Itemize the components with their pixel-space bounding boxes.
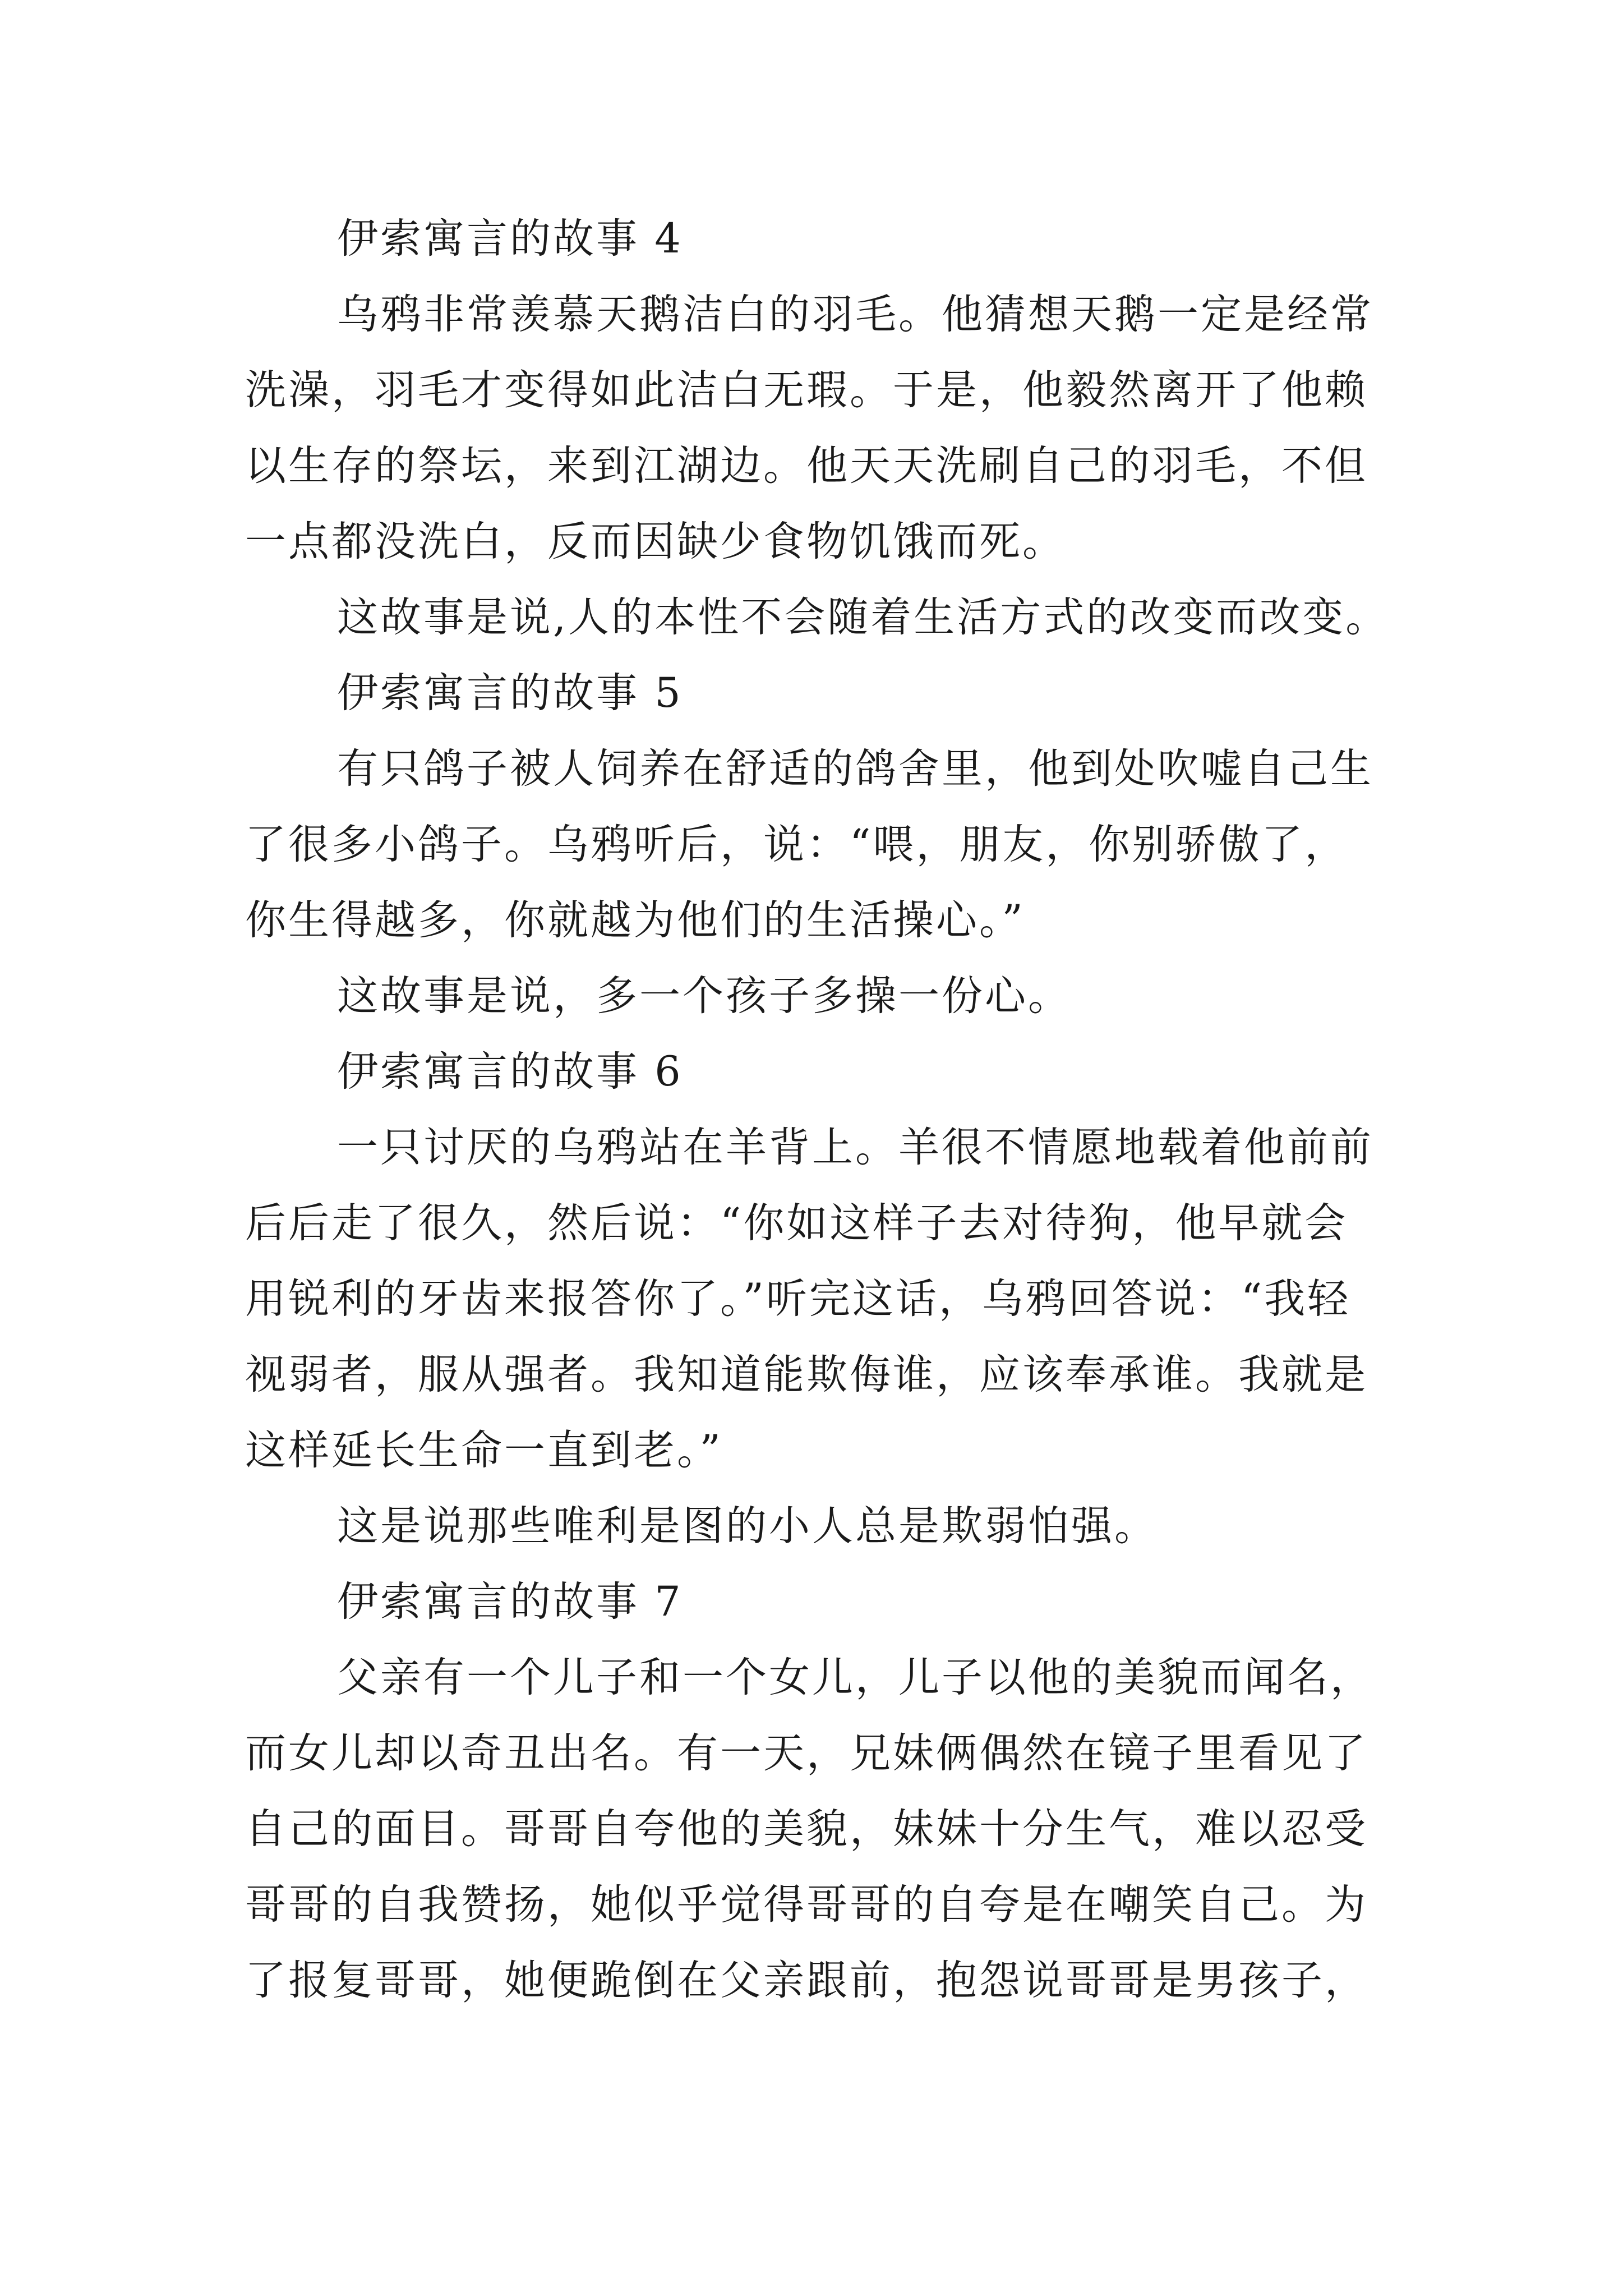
text-line: 哥哥的自我赞扬，她似乎觉得哥哥的自夸是在嘲笑自己。为 <box>245 1881 1368 1929</box>
story-heading: 伊索寓言的故事 5 <box>337 669 683 717</box>
text-line: 一只讨厌的乌鸦站在羊背上。羊很不情愿地载着他前前 <box>337 1124 1373 1171</box>
text-line: 这样延长生命一直到老。” <box>245 1427 723 1474</box>
text-line: 一点都没洗白，反而因缺少食物饥饿而死。 <box>245 518 1066 565</box>
text-line: 以生存的祭坛，来到江湖边。他天天洗刷自己的羽毛，不但 <box>245 442 1368 490</box>
moral-line: 这是说那些唯利是图的小人总是欺弱怕强。 <box>337 1502 1158 1550</box>
text-line: 了报复哥哥，她便跪倒在父亲跟前，抱怨说哥哥是男孩子， <box>245 1957 1368 2004</box>
moral-line: 这故事是说,人的本性不会随着生活方式的改变而改变。 <box>337 593 1389 641</box>
story-heading: 伊索寓言的故事 6 <box>337 1048 683 1096</box>
story-heading: 伊索寓言的故事 7 <box>337 1578 683 1626</box>
text-line: 自己的面目。哥哥自夸他的美貌，妹妹十分生气，难以忍受 <box>245 1805 1368 1853</box>
text-line: 乌鸦非常羡慕天鹅洁白的羽毛。他猜想天鹅一定是经常 <box>337 291 1373 338</box>
text-line: 而女儿却以奇丑出名。有一天，兄妹俩偶然在镜子里看见了 <box>245 1729 1368 1777</box>
document-body <box>245 201 1389 2018</box>
text-line: 洗澡，羽毛才变得如此洁白无瑕。于是，他毅然离开了他赖 <box>245 366 1368 414</box>
moral-line: 这故事是说，多一个孩子多操一份心。 <box>337 972 1071 1020</box>
text-line: 有只鸽子被人饲养在舒适的鸽舍里，他到处吹嘘自己生 <box>337 745 1373 793</box>
story-heading: 伊索寓言的故事 4 <box>337 215 683 263</box>
text-line: 后后走了很久，然后说：“你如这样子去对待狗，他早就会 <box>245 1199 1348 1247</box>
text-line: 视弱者，服从强者。我知道能欺侮谁，应该奉承谁。我就是 <box>245 1351 1368 1398</box>
text-line: 你生得越多，你就越为他们的生活操心。” <box>245 896 1025 944</box>
text-line: 父亲有一个儿子和一个女儿，儿子以他的美貌而闻名， <box>337 1654 1373 1701</box>
text-line: 了很多小鸽子。乌鸦听后，说：“喂，朋友，你别骄傲了， <box>245 821 1348 868</box>
text-line: 用锐利的牙齿来报答你了。”听完这话，乌鸦回答说：“我轻 <box>245 1275 1351 1323</box>
